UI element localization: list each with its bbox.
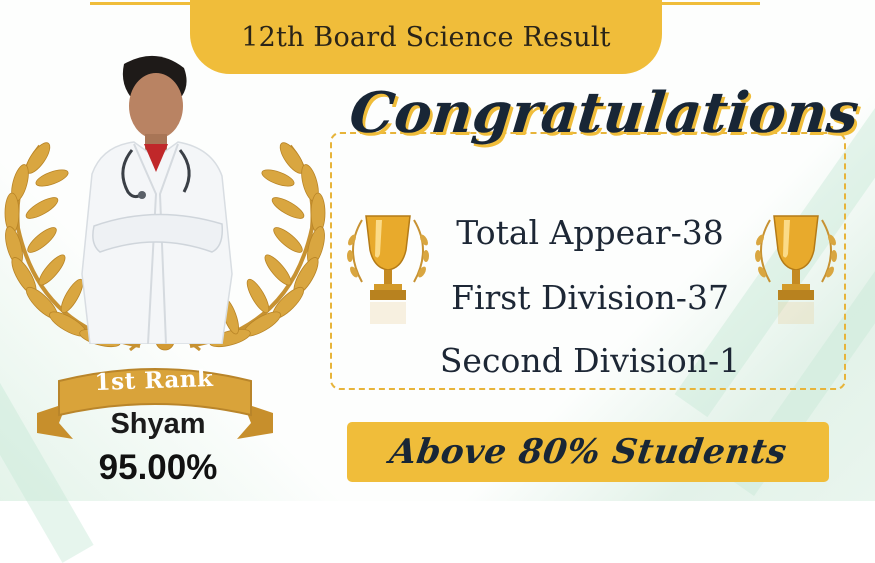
footer-highlight: Above 80% Students [386, 432, 790, 472]
header-rule-left [90, 2, 200, 5]
stat-first-division: First Division-37 [451, 278, 729, 317]
student-percentage: 95.00% [98, 448, 218, 487]
congratulations-heading: Congratulations [346, 80, 862, 146]
rank-label: 1st Rank [94, 364, 214, 397]
footer-banner [347, 422, 829, 482]
header-rule-right [650, 2, 760, 5]
student-name: Shyam [110, 408, 206, 440]
stat-second-division: Second Division-1 [439, 341, 741, 380]
header-title: 12th Board Science Result [241, 21, 611, 53]
trophy-icon [750, 210, 842, 340]
student-photo [72, 54, 240, 344]
stat-total-appear: Total Appear-38 [456, 213, 724, 252]
header-banner [190, 0, 662, 74]
